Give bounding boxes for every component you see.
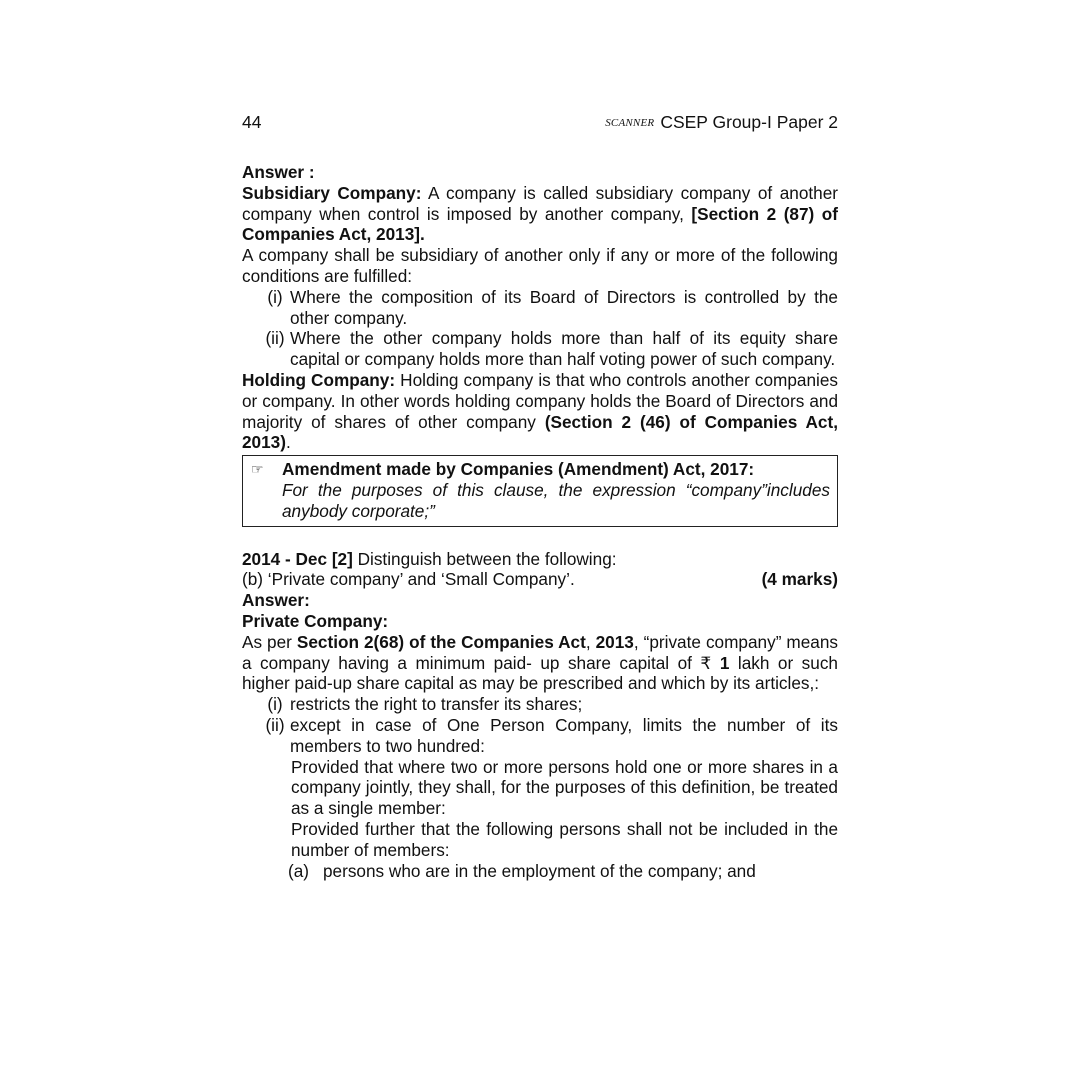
holding-end: . [285,432,291,453]
holding-label: Holding Company: [242,369,396,390]
section-ref: Section 2(68) of the Companies Act [296,631,586,652]
question-part: (b) ‘Private company’ and ‘Small Company’. [242,569,575,590]
list-item [242,328,838,370]
sub-list-number: (a) [288,860,310,881]
list-item [242,715,838,757]
subsidiary-text: A company is called subsidiary company of another company when control is imposed by another company, [242,182,838,224]
subsidiary-paragraph [242,183,838,245]
list-number: (ii) [265,328,285,349]
subsidiary-ref: [Section 2 (87) of Companies Act, 2013]. [242,203,838,245]
question-text: Distinguish between the following: [352,548,617,569]
holding-paragraph [242,370,838,453]
list-number: (i) [267,694,283,715]
question-part-line [242,569,838,590]
list-item [242,287,838,329]
page-number: 44 [242,112,262,132]
private-company-heading: Private Company: [242,610,389,631]
answer-label-2: Answer: [242,590,310,611]
pointing-hand-icon: ☞ [251,461,264,478]
page-header [242,112,838,140]
conditions-intro: A company shall be subsidiary of another only if any or more of the following conditions are fulfilled: [242,245,838,286]
proviso-1: Provided that where two or more persons hold one or more shares in a company jointly, they shall, for the purposes of this definition, be treated as a single member: [291,756,838,819]
amendment-title: Amendment made by Companies (Amendment) Act, 2017: [282,459,755,480]
para-mid2: , “private company” means a company having a minimum paid- up share capital of ₹ [242,631,839,673]
list-item [242,694,838,715]
amendment-box [242,455,838,526]
holding-text: Holding company is that who controls another companies or company. In other words holding company holds the Board of Directors and majority of shares of other company [242,369,838,432]
subsidiary-label: Subsidiary Company: [242,182,422,203]
act-year: 2013 [595,631,634,652]
question-line [242,549,838,570]
scanner-logo: SCANNER [605,117,655,129]
list-number: (ii) [265,714,285,735]
book-title: CSEP Group-I Paper 2 [660,112,838,132]
marks: (4 marks) [761,569,838,590]
private-company-paragraph [242,632,838,694]
question-ref: 2014 - Dec [2] [242,548,353,569]
para-start: As per [242,631,297,652]
amount: 1 [719,652,730,673]
list-text: restricts the right to transfer its shares; [290,694,583,715]
answer-label: Answer : [242,162,315,182]
list-text: Where the other company holds more than half of its equity share capital or company holds more than half voting power of such company. [290,328,838,370]
document-page [242,112,838,881]
para-mid1: , [585,631,596,652]
amendment-text: For the purposes of this clause, the expression “company”includes anybody corporate;” [282,479,830,521]
para-end: lakh or such higher paid-up share capital as may be prescribed and which by its articles,: [242,652,838,694]
list-number: (i) [267,286,283,307]
list-text: Where the composition of its Board of Directors is controlled by the other company. [290,286,838,328]
sub-list-text: persons who are in the employment of the company; and [323,860,756,881]
header-brand [605,112,838,136]
holding-ref: (Section 2 (46) of Companies Act, 2013) [242,411,838,453]
proviso-2: Provided further that the following persons shall not be included in the number of members: [291,818,838,860]
list-text: except in case of One Person Company, limits the number of its members to two hundred: [290,714,838,756]
sub-list-item [288,861,838,882]
